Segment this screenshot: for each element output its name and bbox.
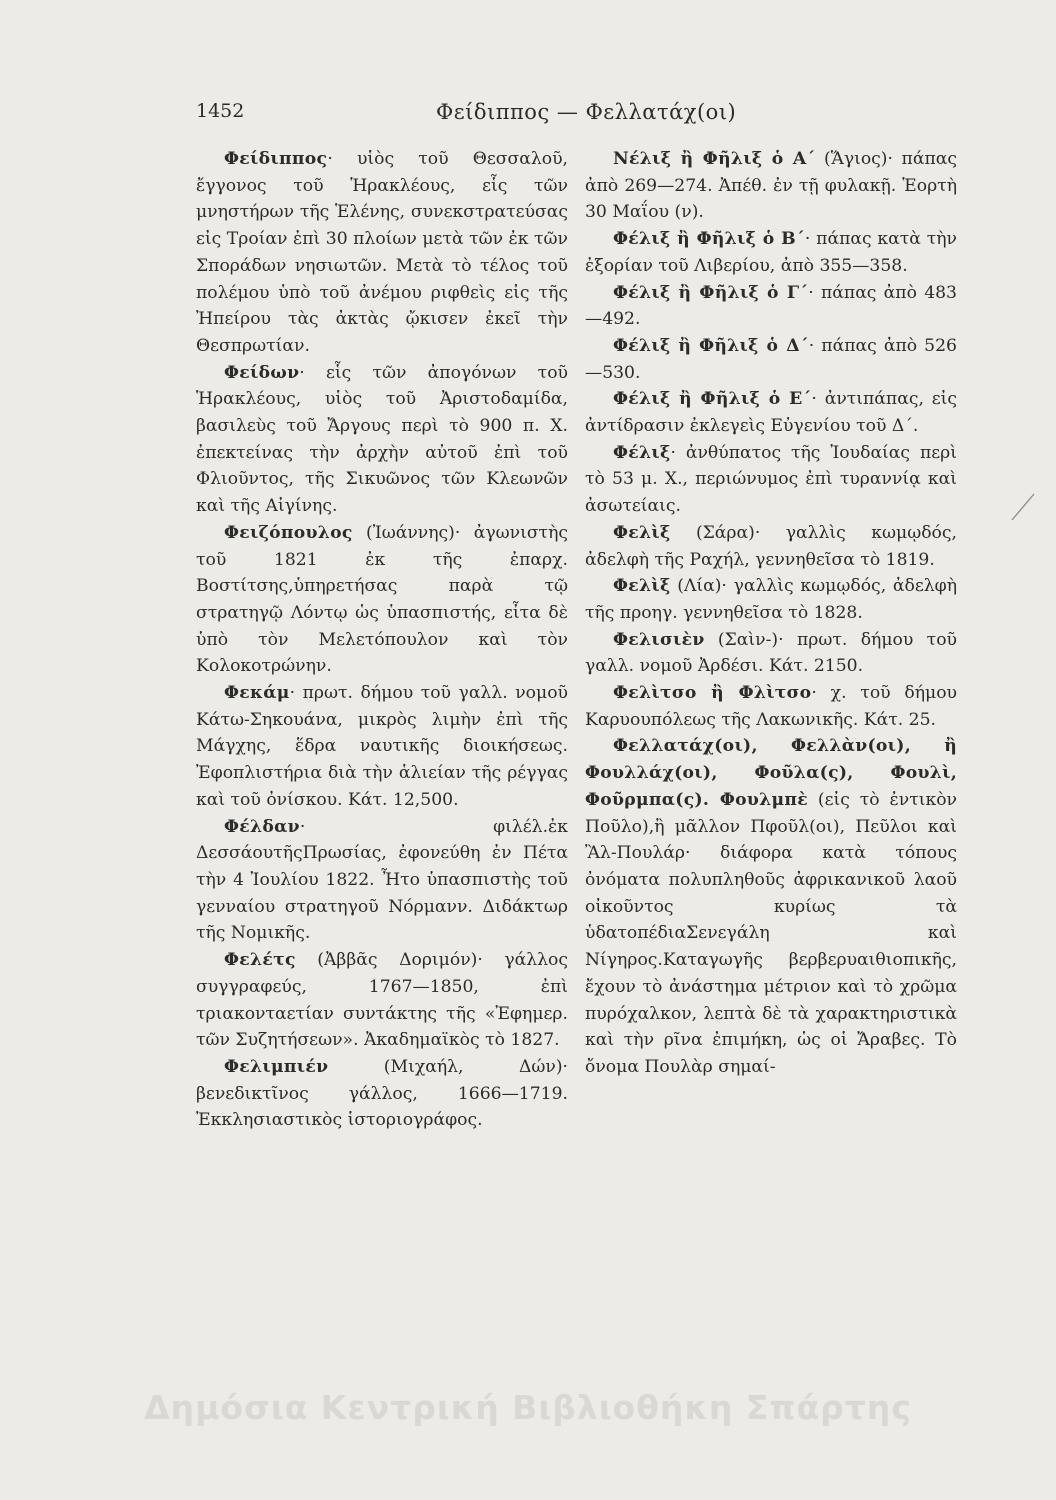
entry-fekam (196, 680, 568, 814)
entry-text: · πάπας κατὰ τὴν ἐξορίαν τοῦ Λιβερίου, ἀπὸ 355—358. (585, 229, 957, 276)
entry-text: (εἰς τὸ ἐντικὸν Ποῦλο),ἢ μᾶλλον Πφοῦλ(οι), Πεῦλοι καὶ Ἂλ-Πουλάρ· διάφορα κατὰ τόπους ὀνόματα πολυπληθοῦς ἀφρικανικοῦ λαοῦ οἰκοῦντος κυρίως τὰ ὑδατοπέδιαΣενεγάλη καὶ Νίγηρος.Καταγωγῆς βερβερυαιθιοπικῆς, ἔχουν τὸ ἀνάστημα μέτριον καὶ τὸ χρῶμα πυρόχαλκον, λεπτὰ δὲ τὰ χαρακτηριστικὰ καὶ τὴν ρῖνα ἐπιμήκη, ὡς οἱ Ἄραβες. Τὸ ὄνομα Πουλὰρ σημαί- (585, 789, 957, 1077)
entry-text: (Ἰωάννης)· ἀγωνιστὴς τοῦ 1821 ἐκ τῆς ἐπαρχ. Βοστίτσης,ὑπηρετήσας παρὰ τῷ στρατηγῷ Λόντῳ ὡς ὑπασπιστής, εἶτα δὲ ὑπὸ τὸν Μελετόπουλον καὶ τὸν Κολοκοτρώνην. (196, 522, 568, 677)
entry-text: · εἷς τῶν ἀπογόνων τοῦ Ἡρακλέους, υἱὸς τοῦ Ἀριστοδαμίδα, βασιλεὺς τοῦ Ἄργους περὶ τὸ 900 π. Χ. ἐπεκτείνας τὴν ἀρχὴν αὐτοῦ ἐπὶ τοῦ Φλιοῦντος, τῆς Σικυῶνος τῶν Κλεωνῶν καὶ τῆς Αἰγίνης. (196, 362, 568, 517)
headword: Φεκάμ (224, 683, 290, 704)
headword: Φέλδαν (224, 816, 300, 837)
entry-felix-sara (585, 520, 957, 573)
entry-feizopoulos (196, 520, 568, 680)
running-head: Φείδιππος — Φελλατάχ(οι) (436, 100, 737, 124)
headword: Φείδων (224, 362, 300, 383)
entry-felix-anthypatos (585, 440, 957, 520)
entry-text: · υἱὸς τοῦ Θεσσαλοῦ, ἔγγονος τοῦ Ἡρακλέους, εἷς τῶν μνηστήρων τῆς Ἑλένης, συνεκστρατεύσας εἰς Τροίαν ἐπὶ 30 πλοίων μετὰ τῶν ἐκ τῶν Σποράδων νησιωτῶν. Μετὰ τὸ τέλος τοῦ πολέμου ὑπὸ τοῦ ἀνέμου ριφθεὶς εἰς τῆς Ἠπείρου τὰς ἀκτὰς ᾤκισεν ἐκεῖ τὴν Θεσπρωτίαν. (196, 149, 568, 356)
entry-fellatach (585, 733, 957, 1080)
library-watermark: Δημόσια Κεντρική Βιβλιοθήκη Σπάρτης (144, 1388, 912, 1427)
headword: Φελὶξ (613, 522, 671, 543)
headword: Φειζόπουλος (224, 522, 353, 543)
left-column (196, 146, 568, 1134)
entry-text: · φιλέλ.ἐκ ΔεσσάουτῆςΠρωσίας, ἐφονεύθη ἐν Πέτα τὴν 4 Ἰουλίου 1822. Ἦτο ὑπασπιστὴς τοῦ γενναίου στρατηγοῦ Νόρμανν. Διδάκτωρ τῆς Νομικῆς. (196, 816, 568, 944)
entry-text: · πρωτ. δήμου τοῦ γαλλ. νομοῦ Κάτω-Σηκουάνα, μικρὸς λιμὴν ἐπὶ τῆς Μάγχης, ἕδρα ναυτικῆς διοικήσεως. Ἐφοπλιστήρια διὰ τὴν ἁλιείαν τῆς ρέγγας καὶ τοῦ ὀνίσκου. Κάτ. 12,500. (196, 683, 568, 810)
headword: Φελὶτσο ἢ Φλὶτσο (613, 683, 812, 704)
entry-text: (Σάρα)· γαλλὶς κωμῳδός, ἀδελφὴ τῆς Ραχήλ, γεννηθεῖσα τὸ 1819. (585, 522, 957, 570)
entry-felix-b (585, 226, 957, 279)
entry-feidon (196, 360, 568, 520)
entry-felitso (585, 680, 957, 733)
entry-text: (Ἀββᾶς Δοριμόν)· γάλλος συγγραφεύς, 1767—1850, ἐπὶ τριακονταετίαν συντάκτης τῆς «Ἐφημερ. τῶν Συζητήσεων». Ἀκαδημαϊκὸς τὸ 1827. (196, 950, 568, 1051)
entry-felimpien (196, 1054, 568, 1134)
headword: Φέλιξ ἢ Φῆλιξ ὁ Δ΄ (613, 335, 809, 356)
headword: Φείδιππος (224, 149, 328, 169)
headword: Φέλιξ ἢ Φῆλιξ ὁ Γ΄ (613, 282, 809, 303)
headword: Φελὶξ (613, 576, 671, 597)
headword: Φέλιξ ἢ Φῆλιξ ὁ Β΄ (613, 229, 805, 250)
entry-text: · ἀντιπάπας, εἰς ἀντίδρασιν ἐκλεγεὶς Εὐγενίου τοῦ Δ΄. (585, 389, 957, 437)
pencil-mark (1010, 492, 1036, 522)
entry-text: · πάπας ἀπὸ 483—492. (585, 282, 957, 330)
page-number: 1452 (196, 100, 245, 122)
entry-text: (Σαὶν-)· πρωτ. δήμου τοῦ γαλλ. νομοῦ Ἀρδέσι. Κάτ. 2150. (585, 629, 957, 677)
headword: Φελιμπιέν (224, 1056, 329, 1077)
headword: Φέλιξ (613, 442, 671, 463)
headword: Φελλατάχ(οι), Φελλὰν(οι), ἢ Φουλλάχ(οι), Φοῦλα(ς), Φουλὶ, Φοῦρμπα(ς). Φουλμπὲ (585, 736, 957, 810)
entry-felix-a (585, 146, 957, 226)
entry-felix-e (585, 386, 957, 439)
headword: Φελισιὲν (613, 629, 705, 650)
entry-feldan (196, 814, 568, 948)
headword: Φελέτς (224, 950, 296, 971)
entry-text: · πάπας ἀπὸ 526—530. (585, 335, 957, 383)
entry-felix-c (585, 280, 957, 333)
right-column (585, 146, 957, 1081)
entry-felets (196, 947, 568, 1054)
entry-text: (Μιχαήλ, Δών)· βενεδικτῖνος γάλλος, 1666—1719. Ἐκκλησιαστικὸς ἱστοριογράφος. (196, 1056, 568, 1131)
entry-feidippos (196, 146, 568, 360)
entry-text: · ἀνθύπατος τῆς Ἰουδαίας περὶ τὸ 53 μ. Χ., περιώνυμος ἐπὶ τυραννίᾳ καὶ ἀσωτείαις. (585, 442, 957, 517)
entry-text: (Ἅγιος)· πάπας ἀπὸ 269—274. Ἀπέθ. ἐν τῇ φυλακῇ. Ἑορτὴ 30 Μαΐου (ν). (585, 149, 957, 223)
entry-felix-lia (585, 573, 957, 626)
entry-felisien (585, 627, 957, 680)
entry-felix-d (585, 333, 957, 386)
entry-text: · χ. τοῦ δήμου Καρυουπόλεως τῆς Λακωνικῆς. Κάτ. 25. (585, 683, 957, 730)
headword: Νέλιξ ἢ Φῆλιξ ὁ Α΄ (613, 149, 816, 169)
headword: Φέλιξ ἢ Φῆλιξ ὁ Ε΄ (613, 389, 812, 410)
entry-text: (Λία)· γαλλὶς κωμῳδός, ἀδελφὴ τῆς προηγ. γεννηθεῖσα τὸ 1828. (585, 576, 957, 623)
